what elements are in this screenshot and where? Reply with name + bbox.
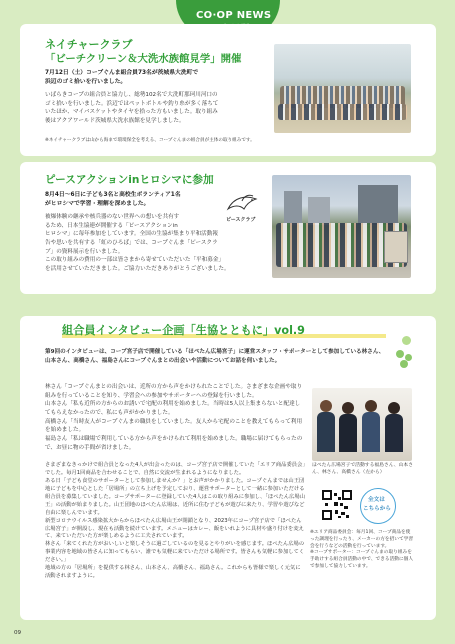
header-title: CO·OP NEWS xyxy=(196,10,272,21)
interview-photo-caption: ほぺたん広場宮子で活動する福島さん、山本さん、林さん、高橋さん（左から） xyxy=(312,463,414,475)
hiroshima-group-photo xyxy=(272,175,411,278)
full-text-qr-code[interactable] xyxy=(322,490,352,520)
peace-club-logo xyxy=(222,193,262,225)
page-number: 09 xyxy=(14,630,22,636)
article3-note: ※エリア商品委員会：毎月1回、コープ商品を使った調理を行ったり、メーカーの方を招いて学習会を行うなどの活動を行っています。 ※コープサポーター：コープぐんまの取り組みを手助けする組合員活動の中で、できる活動に個人で参加して協力しています。 xyxy=(310,530,414,570)
dove-icon xyxy=(222,193,262,217)
article3-body: さまざまなきっかけで組合員となった4人が出会ったのは、コープ宮子店で開催していた「エリア商品委員会」でした。毎月1回商品を合わせることで、自然に交流が生まれるようになりました。 ある日「子ども食堂のサポーターとして参加しませんか？」とお声がかかりました。コープぐんまでは山王団地に子どもを中心とした「居場所」の立ち上げを予定しており、運営サポーターとして一緒に参加いただける組合員を募集していました。コープサポーターに登録していた4人はこの取り組みに参加し、「ほぺたん広場山王」の活動が始まりました。山王団地のほぺたん広場は、近所に住む子どもが遊びに来たり、学習や遊びなど自由に楽しんでいます。 新型コロナウイルス感染拡大からからほぺたん広場山王が閉鎖となり、2023年にコープ宮子店で「ほぺたん広場宮子」が開設し、現在も活動を続けています。メニューはカレー、飯をいれように具材や盛り付けを変えて、来ていただいた方が楽しめるように工夫されています。 林さん「来てくれた方がおいしいと楽しそうに過ごしているのを見るとやりがいを感じます。ほぺたん広場の事業内容を地域の皆さんに知ってもらい、誰でも気軽に来ていただける場所です。皆さんも気軽に参加してください。」 地域の方の「居場所」を提供する林さん、山本さん、高橋さん、福島さん。これからも皆様で楽しく元気に活動されますように。 xyxy=(45,462,306,580)
quote-hayashi: 林さん「コープぐんまとの出会いは、近所の方から声をかけられたことでした。さまざまな企画や取り組みを行っていることを知り、学習会への参加やサポーターへの登録を行いました。 xyxy=(45,384,303,399)
quote-takahashi: 高橋さん「当時友人がコープぐんまの職員をしていました。友人から宅配のことを教えてもらって利用を始めました。 xyxy=(45,418,303,434)
beach-cleanup-group-photo xyxy=(274,44,411,133)
interview-quotes xyxy=(45,383,305,452)
article1-title-line1: ネイチャークラブ xyxy=(45,38,133,51)
article2-lead-line1: 8月4日～6日に子ども3名と高校生ボランティア1名 xyxy=(45,192,181,198)
article1-body: いばらきコープの組合員と協力し、総勢102名で大洗町那珂川河口の ゴミ拾いを行いました。浜辺ではペットボトルや釣り糸が多く落ちて いたほか、マイバスケットやタイヤを拾った方もいました。取り組み 後はアクアワールド茨城県大洗水族館を見学しました。 xyxy=(45,92,219,124)
article2-body: 被爆体験の継承や核兵器のない世界への想いを共有す るため、日本生協連が開催する「ピースアクションin ヒロシマ」に毎年参加をしています。全国の生協が集まり平和活動報 告や思いを共有する「虹のひろば」では、コープぐんま「ピースクラ ブ」の資料展示を行いました。 この取り組みの費用の一部は皆さまから寄せていただいた「平和募金」 を活用させていただきました。ご協力いただきありがとうございました。 xyxy=(45,214,230,272)
article2-lead-line2: がヒロシマで学習・理解を深めました。 xyxy=(45,201,150,207)
clover-decoration xyxy=(392,336,422,376)
article1-title-line2: 「ビーチクリーン＆大洗水族館見学」開催 xyxy=(45,53,242,65)
full-text-link-label-line1: 全文は xyxy=(368,497,385,503)
interview-members-photo xyxy=(312,388,412,461)
article3-title: 組合員インタビュー企画「生協とともに」vol.9 xyxy=(62,324,305,337)
quote-yamamoto: 山本さん「私も近所の方からのお誘いで宅配の利用を始めました。当時は5人以上集まらないと配達してもらえなかったので、私にも声がかかりました。 xyxy=(45,401,301,416)
article1-lead-line2: 浜辺のゴミ拾いを行いました。 xyxy=(45,79,127,85)
full-text-link-label-line2: こちらから xyxy=(363,506,391,512)
article3-intro: 第9回のインタビューは、コープ宮子店で開催している「ほぺたん広場宮子」に運営スタッフ・サポーターとして参加している林さん、山本さん、高橋さん、福島さんにコープぐんまとの出会いや活動についてお話を伺いました。 xyxy=(45,349,385,364)
peace-club-logo-text: ピースクラブ xyxy=(226,217,256,223)
quote-fukushima: 福島さん「私は職場で利用している方から声をかけられて利用を始めました。職場に届けてもらったので、お昼に物の手間が省けました。 xyxy=(45,435,303,451)
article1-note: ※ネイチャークラブは山から海まで環境保全を考える、コープぐんまの組合員が主体の取り組みです。 xyxy=(45,138,255,143)
article1-lead-line1: 7月12日（土）コープぐんま組合員73名が茨城県大洗町で xyxy=(45,70,199,76)
article2-title: ピースアクションinヒロシマに参加 xyxy=(45,174,214,186)
qr-code-icon xyxy=(322,490,352,520)
